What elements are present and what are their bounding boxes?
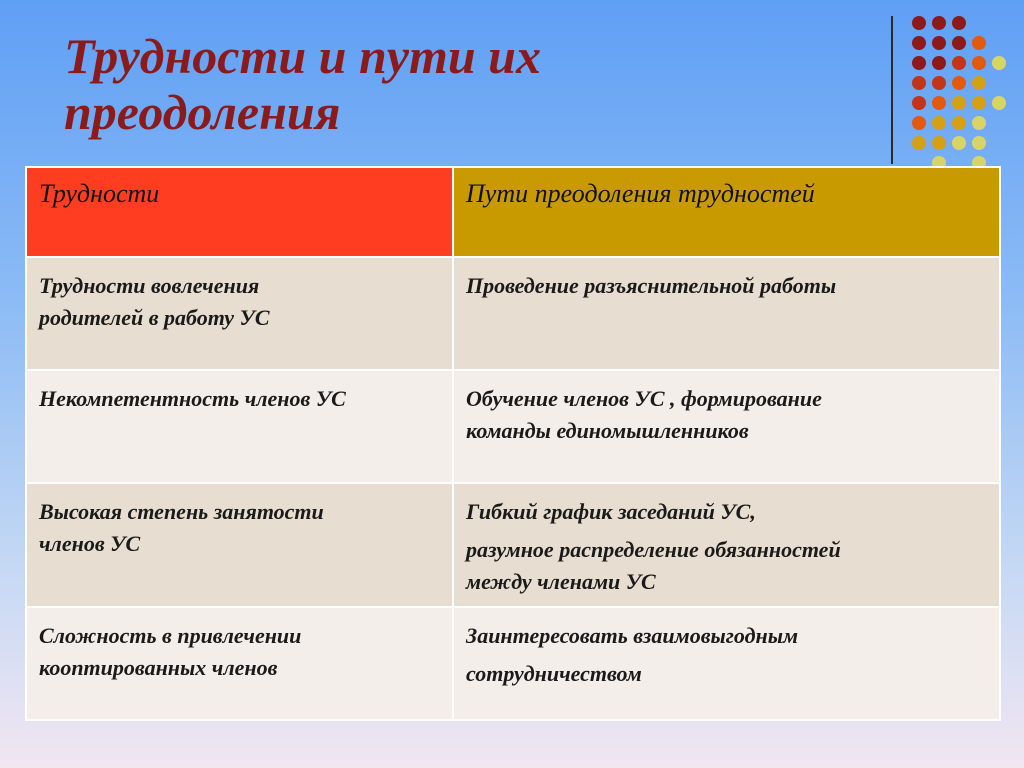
difficulty-cell — [26, 257, 453, 370]
decorative-dot — [952, 16, 966, 30]
decorative-dot — [972, 136, 986, 150]
decorative-dot-grid — [912, 16, 1016, 166]
decorative-dot — [932, 36, 946, 50]
decorative-dot — [932, 76, 946, 90]
decorative-dot — [912, 16, 926, 30]
decorative-dot — [912, 136, 926, 150]
slide-title — [64, 28, 844, 140]
cell-text-line: кооптированных членов — [39, 655, 278, 680]
difficulty-cell — [26, 607, 453, 720]
table-row — [26, 257, 1000, 370]
header-solutions: Пути преодоления трудностей — [453, 167, 1000, 257]
cell-text-line: команды единомышленников — [466, 418, 749, 443]
decorative-dot — [932, 136, 946, 150]
decorative-dot — [972, 56, 986, 70]
difficulty-cell — [26, 483, 453, 607]
decorative-dot — [952, 96, 966, 110]
cell-text-line: Высокая степень занятости — [39, 499, 324, 524]
table-header-row — [26, 167, 1000, 257]
difficulties-table — [25, 166, 1001, 721]
cell-text-line: членов УС — [39, 531, 141, 556]
solution-cell — [453, 370, 1000, 483]
header-difficulties: Трудности — [26, 167, 453, 257]
cell-text-line: Проведение разъяснительной работы — [466, 273, 837, 298]
cell-text-line: Обучение членов УС , формирование — [466, 386, 822, 411]
decorative-dot — [952, 116, 966, 130]
cell-text-line: Трудности вовлечения — [39, 273, 260, 298]
decorative-dot — [952, 36, 966, 50]
slide-title-line-2: преодоления — [64, 84, 341, 140]
decorative-dot — [972, 76, 986, 90]
decorative-dot — [952, 76, 966, 90]
cell-text-line: Заинтересовать взаимовыгодным — [466, 623, 799, 648]
cell-text-line: Некомпетентность членов УС — [39, 386, 346, 411]
cell-text-line: Гибкий график заседаний УС, — [466, 499, 756, 524]
decorative-dot — [952, 136, 966, 150]
table-row — [26, 483, 1000, 607]
decorative-dot — [912, 76, 926, 90]
decorative-dot — [912, 96, 926, 110]
decorative-dot — [932, 116, 946, 130]
cell-text-line: Сложность в привлечении — [39, 623, 302, 648]
cell-text-line: между членами УС — [466, 569, 656, 594]
cell-text-line: родителей в работу УС — [39, 305, 270, 330]
decorative-dot — [912, 56, 926, 70]
solution-cell — [453, 257, 1000, 370]
decorative-dot — [972, 116, 986, 130]
decorative-dot — [992, 96, 1006, 110]
decorative-dot — [972, 36, 986, 50]
decorative-dot — [932, 96, 946, 110]
cell-text-line: сотрудничеством — [466, 661, 642, 686]
decorative-dot — [912, 116, 926, 130]
solution-cell — [453, 607, 1000, 720]
decorative-dot — [972, 96, 986, 110]
decorative-dot — [952, 56, 966, 70]
solution-cell — [453, 483, 1000, 607]
slide-title-line-1: Трудности и пути их — [64, 28, 541, 84]
cell-text-line: разумное распределение обязанностей — [466, 537, 841, 562]
difficulty-cell — [26, 370, 453, 483]
table-row — [26, 370, 1000, 483]
table-row — [26, 607, 1000, 720]
decorative-dot — [932, 16, 946, 30]
decorative-dot — [932, 56, 946, 70]
decorative-dot — [912, 36, 926, 50]
decorative-vertical-line — [891, 16, 893, 164]
decorative-dot — [992, 56, 1006, 70]
